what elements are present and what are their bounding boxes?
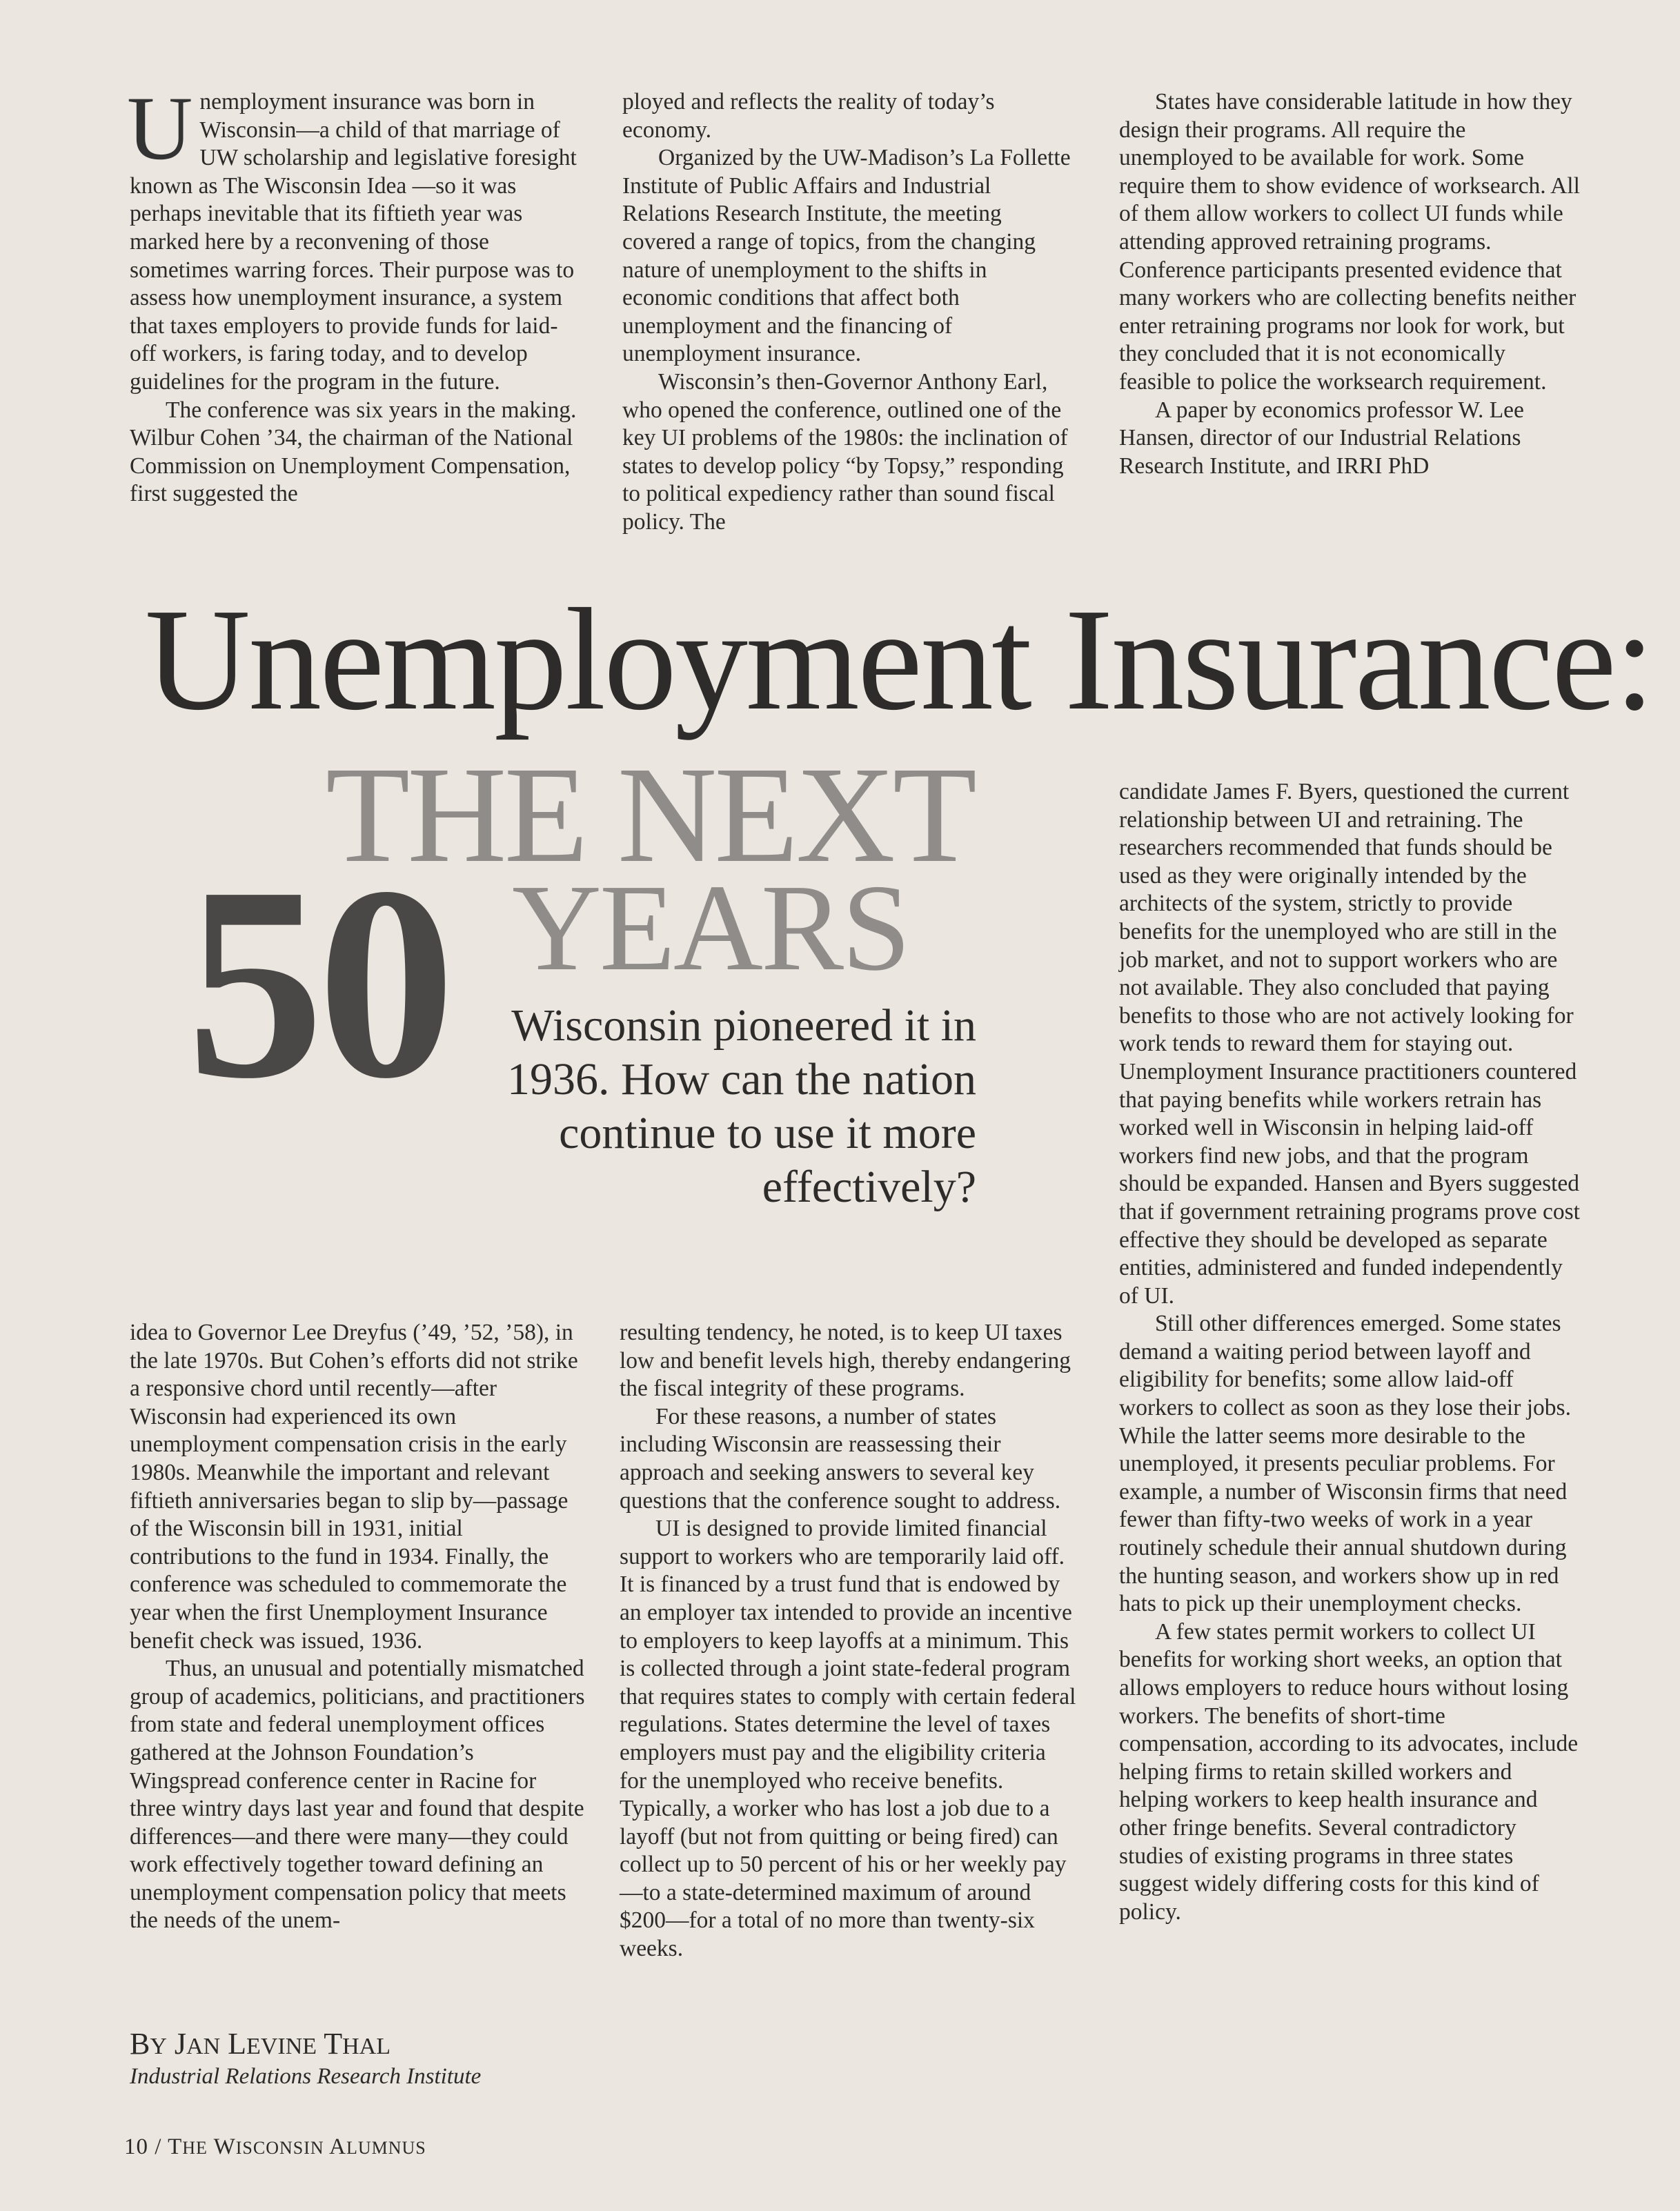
page-number: 10 (124, 2134, 148, 2159)
headline-number: 50 (186, 830, 448, 1136)
paragraph: idea to Governor Lee Dreyfus (’49, ’52, ’58), in the late 1970s. But Cohen’s efforts did not strike a responsive chord until recently—after Wisconsin had experienced its own unemployment compensation crisis in the early 1980s. Meanwhile the important and relevant fiftieth anniversaries began to slip by—passage of the Wisconsin bill in 1931, initial contributions to the fund in 1934. Finally, the conference was scheduled to commemorate the year when the first Unemployment Insurance benefit check was issued, 1936. (130, 1320, 578, 1654)
paragraph: resulting tendency, he noted, is to keep UI taxes low and benefit levels high, thereby endangering the fiscal integrity of these programs. (620, 1320, 1071, 1402)
headline-years: YEARS (512, 859, 909, 996)
page-footer (124, 2134, 426, 2160)
footer-letter: W (213, 2134, 236, 2159)
footer-letters: HE (182, 2138, 208, 2158)
byline-letter: B (130, 2027, 150, 2061)
footer-letter: T (168, 2134, 183, 2159)
article-column-top-3 (1119, 88, 1583, 480)
paragraph: Thus, an unusual and potentially mismatched group of academics, politicians, and practitioners from state and federal unemployment offices gathered at the Johnson Foundation’s Wingspread conference center in Racine for three wintry days last year and found that despite differences—and there were many—they could work effectively together toward defining an unemployment compensation policy that meets the needs of the unem- (130, 1656, 585, 1934)
byline-letters: AN (186, 2034, 221, 2059)
drop-cap: U (127, 77, 193, 179)
footer-letter: A (329, 2134, 346, 2159)
paragraph: Still other differences emerged. Some states demand a waiting period between layoff and eligibility for benefits; some allow laid-off workers to collect as soon as they lose their jobs. While the latter seems more desirable to the unemployed, it presents peculiar problems. For example, a number of Wisconsin firms that need fewer than fifty-two weeks of work in a year routinely schedule their annual shutdown during the hunting season, and workers show up in red hats to pick up their unemployment checks. (1119, 1311, 1571, 1617)
article-column-right-lower (1119, 778, 1583, 1926)
byline-letter: T (324, 2027, 343, 2061)
article-column-top-2 (622, 88, 1078, 537)
paragraph: ployed and reflects the reality of today’s economy. (622, 89, 995, 143)
byline-letter: J (174, 2027, 187, 2061)
headline-the-next: THE NEXT (326, 739, 974, 891)
footer-letters: ISCONSIN (235, 2138, 324, 2158)
article-column-top-1 (127, 77, 578, 508)
article-column-bottom-1 (130, 1319, 585, 1935)
paragraph: For these reasons, a number of states including Wisconsin are reassessing their approach and seeking answers to several key questions that the conference sought to address. (620, 1403, 1061, 1514)
byline-letters: EVINE (246, 2034, 317, 2059)
paragraph-text: nemployment insurance was born in Wisconsin—a child of that marriage of UW scholarship and legislative foresight known as The Wisconsin Idea —so it was perhaps inevitable that its fiftieth year was marked here by a reconvening of those sometimes warring forces. Their purpose was to assess how unemployment insurance, a system that taxes employers to provide funds for laid-off workers, is faring today, and to develop guidelines for the program in the future. (130, 89, 577, 395)
paragraph: States have considerable latitude in how they design their programs. All require the unemployed to be available for work. Some require them to show evidence of worksearch. All of them allow workers to collect UI funds while attending approved retraining programs. Conference participants presented evidence that many workers who are collecting benefits neither enter retraining programs nor look for work, but they concluded that it is not economically feasible to police the worksearch requirement. (1119, 89, 1580, 395)
paragraph: A paper by economics professor W. Lee Hansen, director of our Industrial Relations Research Institute, and IRRI PhD (1119, 397, 1524, 479)
byline-letter: L (228, 2027, 247, 2061)
footer-letters: LUMNUS (346, 2138, 426, 2158)
paragraph: UI is designed to provide limited financial support to workers who are temporarily laid off. It is financed by a trust fund that is endowed by an employer tax intended to provide an incentive to employers to keep layoffs at a minimum. This is collected through a joint state-federal program that requires states to comply with certain federal regulations. States determine the level of taxes employers must pay and the eligibility criteria for the unemployed who receive benefits. Typically, a worker who has lost a job due to a layoff (but not from quitting or being fired) can collect up to 50 percent of his or her weekly pay—to a state-determined maximum of around $200—for a total of no more than twenty-six weeks. (620, 1516, 1076, 1962)
paragraph (127, 77, 578, 397)
headline-title: Unemployment Insurance: (145, 578, 1653, 740)
headline-deck: Wisconsin pioneered it in 1936. How can the nation continue to use it more effectively? (506, 1000, 976, 1212)
byline (130, 2027, 391, 2064)
byline-affiliation: Industrial Relations Research Institute (130, 2064, 482, 2089)
paragraph: A few states permit workers to collect UI benefits for working short weeks, an option that allows employers to reduce hours without losing workers. The benefits of short-time compensation, according to its advocates, include helping firms to retain skilled workers and helping workers to keep health insurance and other fringe benefits. Several contradictory studies of existing programs in three states suggest widely differing costs for this kind of policy. (1119, 1618, 1579, 1925)
paragraph: The conference was six years in the making. Wilbur Cohen ’34, the chairman of the National Commission on Unemployment Compensation, first suggested the (130, 397, 577, 507)
footer-separator: / (155, 2134, 162, 2159)
article-column-bottom-2 (620, 1319, 1078, 1963)
byline-letters: Y (150, 2034, 167, 2059)
paragraph: Wisconsin’s then-Governor Anthony Earl, who opened the conference, outlined one of the key UI problems of the 1980s: the inclination of states to develop policy “by Topsy,” responding to political expediency rather than sound fiscal policy. The (622, 368, 1068, 535)
paragraph: candidate James F. Byers, questioned the current relationship between UI and retraining. The researchers recommended that funds should be used as they were originally intended by the architects of the system, strictly to provide benefits for the unemployed who are still in the job market, and not to support workers who are not available. They also concluded that paying benefits to those who are not actively looking for work tends to reward them for staying out. Unemployment Insurance practitioners countered that paying benefits while workers retrain has worked well in Wisconsin in helping laid-off workers find new jobs, and that the program should be expanded. Hansen and Byers suggested that if government retraining programs prove cost effective they should be developed as separate entities, administered and funded independently of UI. (1119, 779, 1580, 1309)
paragraph: Organized by the UW-Madison’s La Follette Institute of Public Affairs and Industrial Relations Research Institute, the meeting covered a range of topics, from the changing nature of unemployment to the shifts in economic conditions that affect both unemployment and the financing of unemployment insurance. (622, 145, 1071, 367)
byline-letters: HAL (342, 2034, 391, 2059)
